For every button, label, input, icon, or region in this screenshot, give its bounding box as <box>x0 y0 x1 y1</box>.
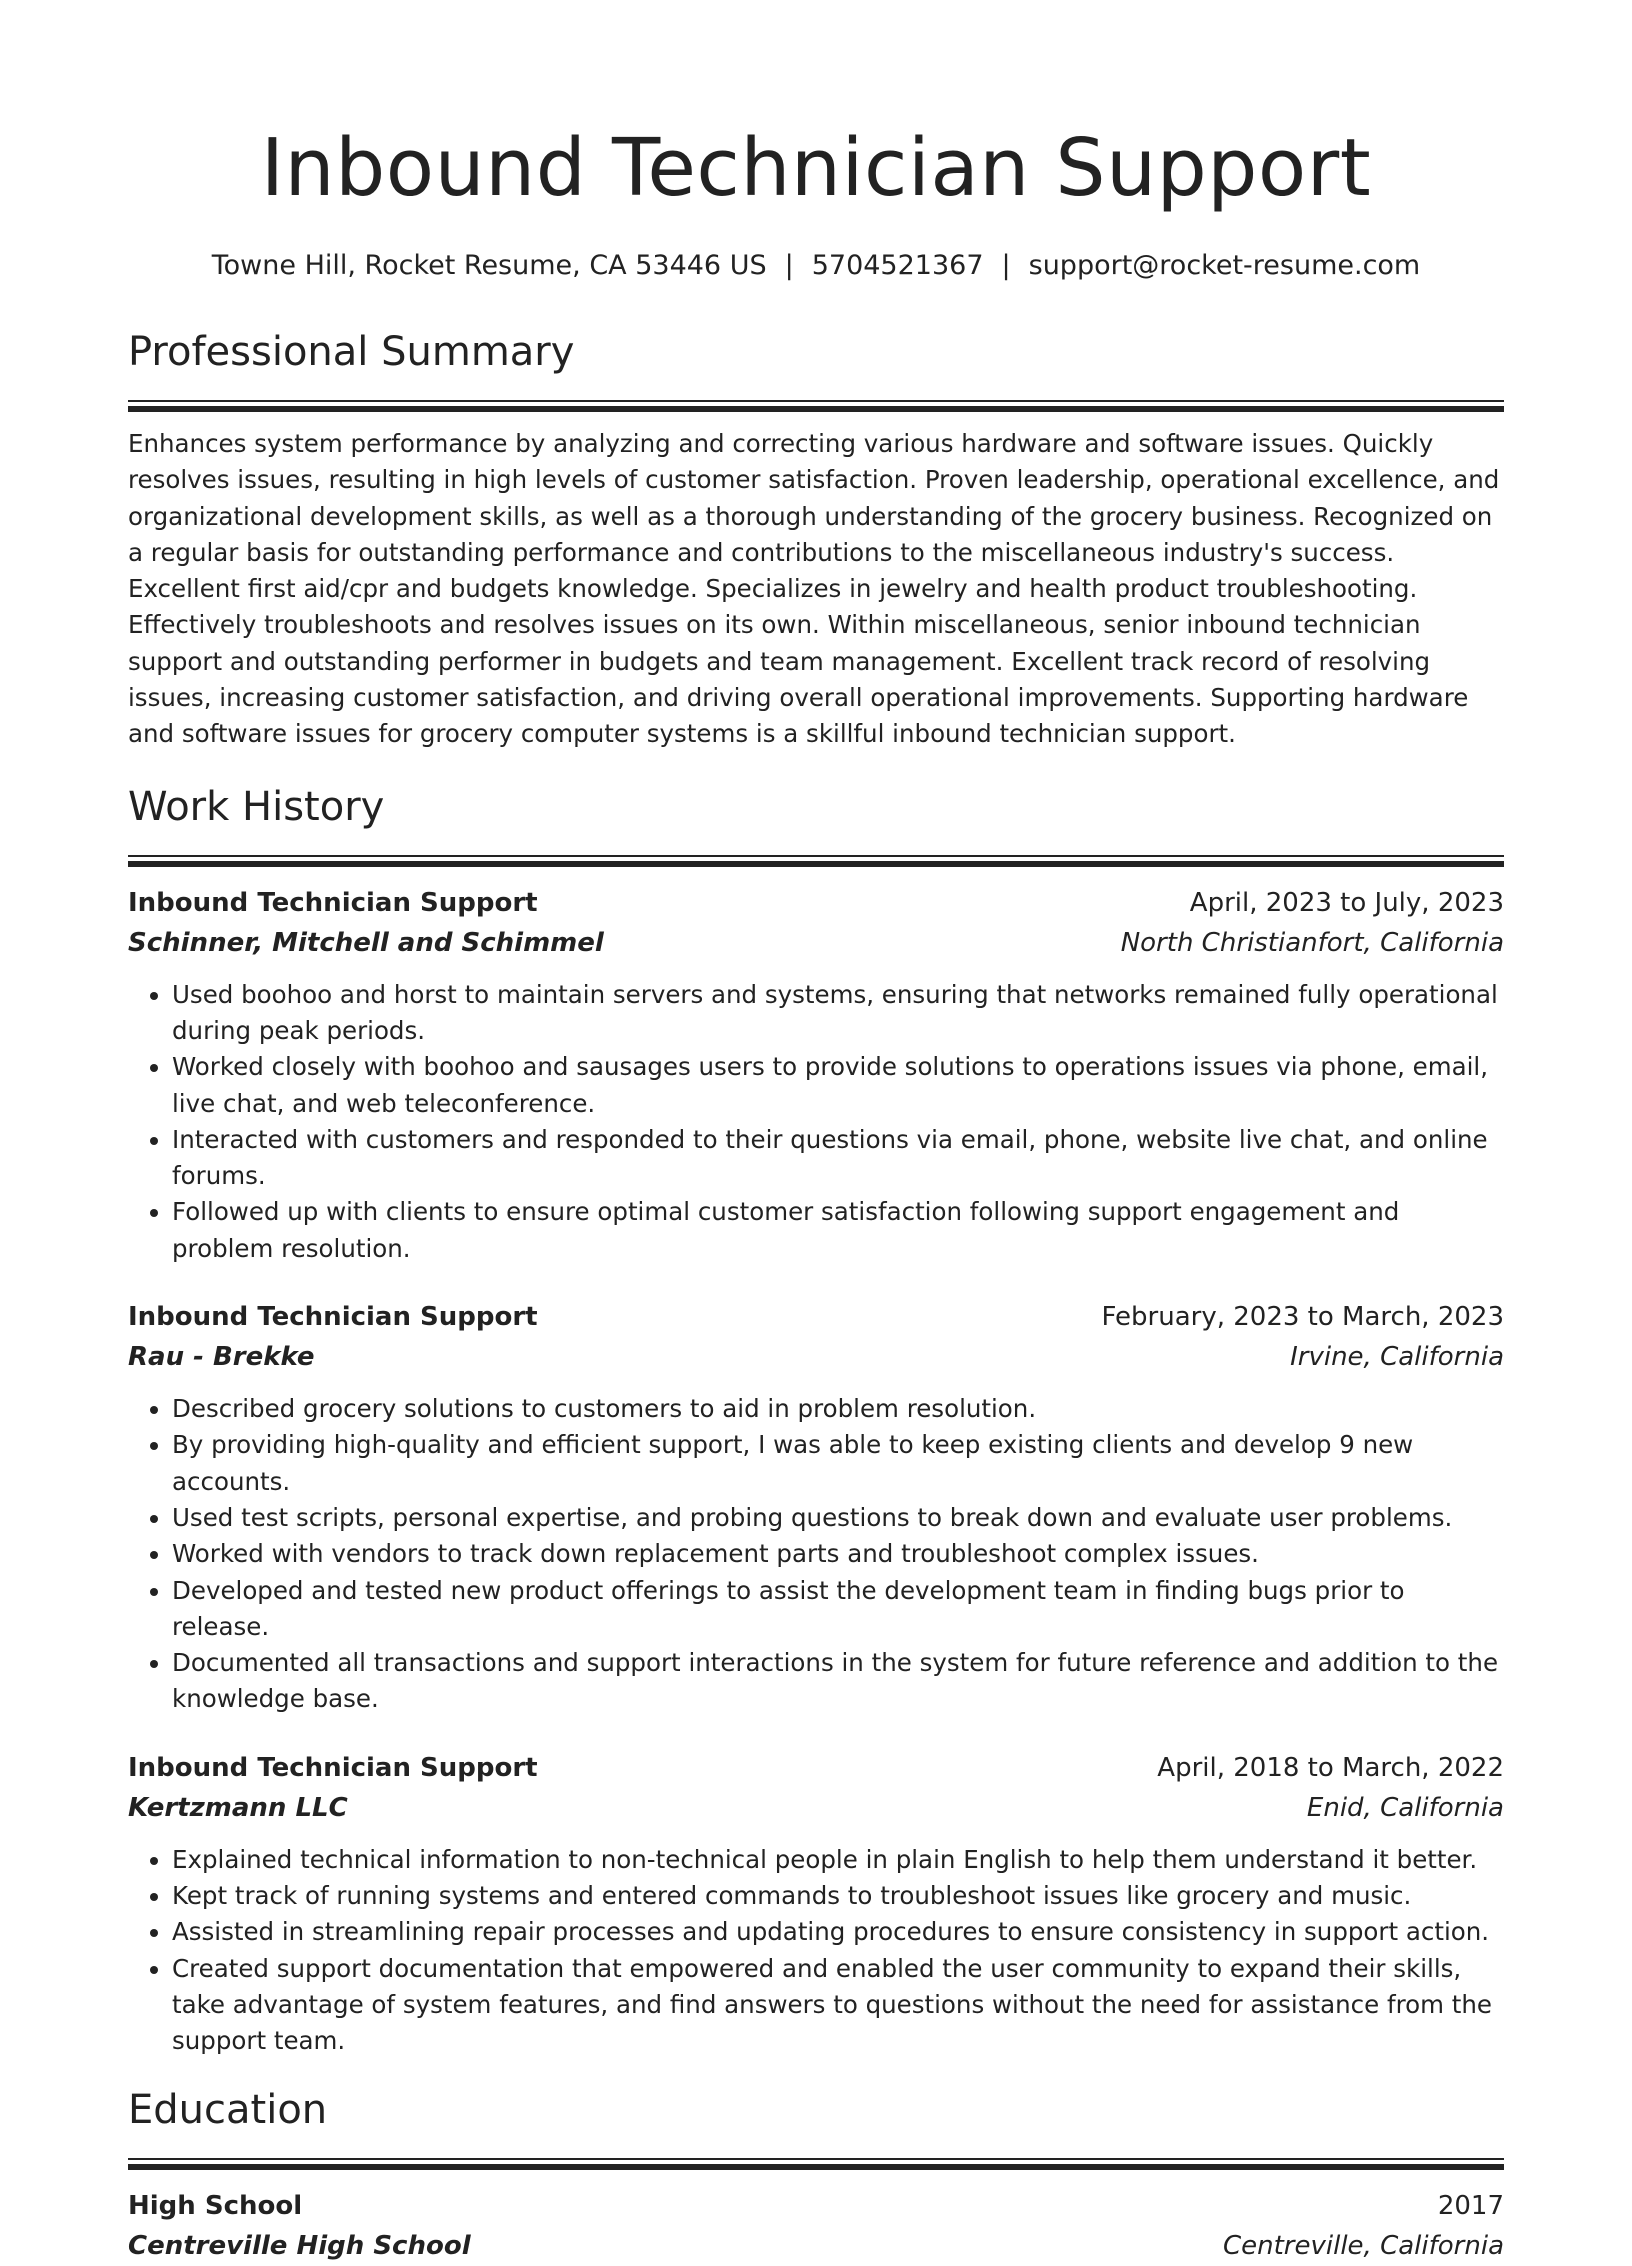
section-rule <box>128 2158 1504 2170</box>
education-entry <box>128 2186 1504 2266</box>
resume-name: Inbound Technician Support <box>260 122 1372 214</box>
education-location: Centreville, California <box>1222 2230 1504 2261</box>
job-location: Irvine, California <box>1290 1342 1504 1373</box>
job-bullet: • Described grocery solutions to customers to aid in problem resolution. <box>172 1391 1504 1427</box>
job-title: Inbound Technician Support <box>128 1752 538 1783</box>
job-bullets <box>128 977 1504 1267</box>
education-section <box>128 2082 1504 2266</box>
job-dates: February, 2023 to March, 2023 <box>1101 1302 1504 1333</box>
contact-email: support@rocket-resume.com <box>1028 250 1421 281</box>
job-bullet: • Worked with vendors to track down replacement parts and troubleshoot complex issues. <box>172 1536 1504 1572</box>
contact-line <box>128 246 1504 286</box>
job-bullet: • Kept track of running systems and entered commands to troubleshoot issues like grocery and music. <box>172 1878 1504 1914</box>
job-location: Enid, California <box>1306 1792 1504 1823</box>
summary-text: Enhances system performance by analyzing and correcting various hardware and software issues. Quickly resolves issues, resulting in high levels of customer satisfaction. Proven leadership, operational excellence, and organizational development skills, as well as a thorough understanding of the grocery business. Recognized on a regular basis for outstanding performance and contributions to the miscellaneous industry's success. Excellent first aid/cpr and budgets knowledge. Specializes in jewelry and health product troubleshooting. Effectively troubleshoots and resolves issues on its own. Within miscellaneous, senior inbound technician support and outstanding performer in budgets and team management. Excellent track record of resolving issues, increasing customer satisfaction, and driving overall operational improvements. Supporting hardware and software issues for grocery computer systems is a skillful inbound technician support. <box>128 429 1500 749</box>
education-degree: High School <box>128 2190 303 2221</box>
work-history-section <box>128 779 1504 2060</box>
section-heading-work: Work History <box>128 783 385 830</box>
job-entry <box>128 883 1504 1267</box>
contact-phone: 5704521367 <box>811 250 984 281</box>
job-dates: April, 2023 to July, 2023 <box>1189 887 1504 918</box>
section-heading-education: Education <box>128 2086 328 2133</box>
job-title: Inbound Technician Support <box>128 1302 538 1333</box>
job-bullet: • Used boohoo and horst to maintain servers and systems, ensuring that networks remained fully operational during peak periods. <box>172 977 1504 1050</box>
summary-section <box>128 324 1504 753</box>
job-company: Rau - Brekke <box>128 1342 315 1373</box>
job-bullet: • Developed and tested new product offerings to assist the development team in finding bugs prior to release. <box>172 1573 1504 1646</box>
job-dates: April, 2018 to March, 2022 <box>1157 1752 1504 1783</box>
contact-address: Towne Hill, Rocket Resume, CA 53446 US <box>211 250 767 281</box>
job-company: Kertzmann LLC <box>128 1792 348 1823</box>
job-bullet: • Followed up with clients to ensure optimal customer satisfaction following support engagement and problem resolution. <box>172 1194 1504 1267</box>
education-school: Centreville High School <box>128 2230 471 2261</box>
job-bullets <box>128 1842 1504 2060</box>
job-bullets <box>128 1391 1504 1718</box>
education-year: 2017 <box>1437 2190 1504 2221</box>
job-location: North Christianfort, California <box>1120 927 1504 958</box>
job-company: Schinner, Mitchell and Schimmel <box>128 927 604 958</box>
contact-separator: | <box>1001 250 1011 281</box>
job-bullet: • Worked closely with boohoo and sausages users to provide solutions to operations issues via phone, email, live chat, and web teleconference. <box>172 1049 1504 1122</box>
job-entry <box>128 1297 1504 1718</box>
section-rule <box>128 855 1504 867</box>
job-bullet: • Used test scripts, personal expertise, and probing questions to break down and evaluate user problems. <box>172 1500 1504 1536</box>
job-bullet: • Explained technical information to non-technical people in plain English to help them understand it better. <box>172 1842 1504 1878</box>
job-bullet: • Interacted with customers and responded to their questions via email, phone, website live chat, and online forums. <box>172 1122 1504 1195</box>
job-entry <box>128 1748 1504 2060</box>
job-title: Inbound Technician Support <box>128 887 538 918</box>
job-bullet: • By providing high-quality and efficient support, I was able to keep existing clients and develop 9 new accounts. <box>172 1427 1504 1500</box>
contact-separator: | <box>784 250 794 281</box>
section-rule <box>128 400 1504 412</box>
job-bullet: • Created support documentation that empowered and enabled the user community to expand their skills, take advantage of system features, and find answers to questions without the need for assistance from the support team. <box>172 1951 1504 2060</box>
section-heading-summary: Professional Summary <box>128 329 575 375</box>
job-bullet: • Assisted in streamlining repair processes and updating procedures to ensure consistency in support action. <box>172 1914 1504 1950</box>
job-bullet: • Documented all transactions and support interactions in the system for future reference and addition to the knowledge base. <box>172 1645 1504 1718</box>
